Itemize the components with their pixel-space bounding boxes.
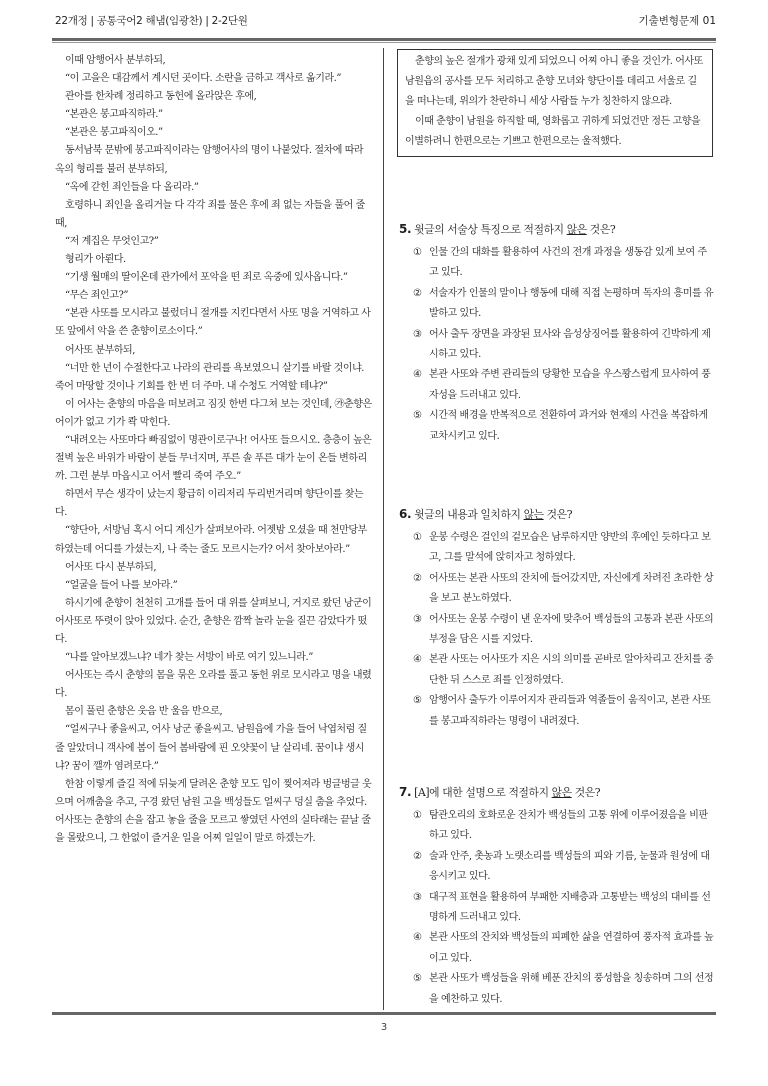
passage-paragraph: “기생 월매의 딸이온데 관가에서 포악을 떤 죄로 옥중에 있사옵니다.” bbox=[65, 272, 348, 284]
passage-paragraph: 동서남북 문밖에 봉고파직이라는 암행어사의 명이 나붙었다. 절차에 따라 옥의 형리를 불러 분부하되, bbox=[55, 145, 364, 175]
option-marker: ⑤ bbox=[413, 695, 422, 707]
option-marker: ④ bbox=[413, 369, 422, 381]
option-text: 술과 안주, 촛농과 노랫소리를 백성들의 피와 기름, 눈물과 원성에 대응시키고 있다. bbox=[429, 850, 710, 883]
option-text: 암행어사 출두가 이루어지자 관리들과 역졸들이 움직이고, 본관 사또를 봉고파직하라는 명령이 내려졌다. bbox=[429, 695, 711, 727]
passage-paragraph: “저 계집은 무엇인고?” bbox=[65, 235, 159, 247]
passage-paragraph: “내려오는 사또마다 빠짐없이 명관이로구나! 어사또 들으시오. 층층이 높은 절벽 높은 바위가 바람이 분들 무너지며, 푸른 솔 푸른 대가 눈이 온들 변하리까. 그런 분부 마옵시고 어서 빨리 죽여 주오.” bbox=[55, 434, 372, 483]
answer-option-1[interactable] bbox=[399, 528, 715, 569]
answer-option-2[interactable] bbox=[399, 847, 715, 888]
passage-continuation-box bbox=[397, 49, 713, 157]
passage-paragraph: “무슨 죄인고?” bbox=[65, 290, 129, 302]
option-marker: ① bbox=[413, 532, 422, 543]
question-stem-text-end: 것은? bbox=[586, 223, 616, 236]
answer-option-1[interactable] bbox=[399, 806, 715, 847]
passage-paragraph: 어사또는 즉시 춘향의 몸을 묶은 오라를 풀고 동헌 위로 모시라고 명을 내렸다. bbox=[55, 670, 372, 700]
question-stem bbox=[399, 505, 715, 524]
question-stem-emphasis: 않는 bbox=[523, 508, 544, 521]
answer-option-1[interactable] bbox=[399, 243, 715, 284]
option-marker: ② bbox=[413, 850, 422, 862]
answer-option-5[interactable] bbox=[399, 969, 715, 1010]
passage-paragraph: 하면서 무슨 생각이 났는지 황급히 이리저리 두리번거리며 향단이를 찾는다. bbox=[55, 489, 364, 519]
option-text: 대구적 표현을 활용하여 부패한 지배층과 고통받는 백성의 대비를 선명하게 드러내고 있다. bbox=[429, 891, 711, 924]
option-text: 서술자가 인물의 말이나 행동에 대해 직접 논평하며 독자의 흥미를 유발하고 있다. bbox=[429, 287, 714, 320]
header-section-title: 기출변형문제 01 bbox=[638, 15, 716, 27]
option-marker: ② bbox=[413, 572, 422, 584]
passage-paragraph: 이때 춘향이 남원을 하직할 때, 영화롭고 귀하게 되었건만 정든 고향을 이별하려니 한편으로는 기쁘고 한편으로는 울적했다. bbox=[405, 116, 701, 147]
option-text: 본관 사또와 주변 관리들의 당황한 모습을 우스꽝스럽게 묘사하여 풍자성을 드러내고 있다. bbox=[429, 369, 711, 401]
question-stem-text-end: 것은? bbox=[571, 786, 601, 799]
option-marker: ⑤ bbox=[413, 410, 422, 422]
option-marker: ① bbox=[413, 810, 422, 821]
passage-paragraph: 어사또 다시 분부하되, bbox=[65, 561, 157, 573]
question-stem-text: [A]에 대한 설명으로 적절하지 bbox=[414, 786, 552, 799]
option-marker: ③ bbox=[413, 613, 422, 625]
option-marker: ② bbox=[413, 287, 422, 299]
question-number: 7. bbox=[399, 785, 412, 799]
passage-paragraph: 하시기에 춘향이 천천히 고개를 들어 대 위를 살펴보니, 거지로 왔던 낭군이 어사또로 뚜렷이 앉아 있었다. 순간, 춘향은 깜짝 놀라 눈을 질끈 감았다가 떴다. bbox=[55, 597, 372, 645]
question-stem-emphasis: 않은 bbox=[551, 786, 572, 799]
answer-option-4[interactable] bbox=[399, 650, 715, 691]
option-text: 어사또는 본관 사또의 잔치에 들어갔지만, 자신에게 차려진 초라한 상을 보고 분노하였다. bbox=[429, 572, 714, 605]
passage-paragraph: “얼굴을 들어 나를 보아라.” bbox=[65, 579, 178, 591]
passage-left-column bbox=[55, 52, 373, 848]
header-rule-thin bbox=[52, 42, 716, 43]
answer-option-3[interactable] bbox=[399, 888, 715, 929]
option-text: 시간적 배경을 반복적으로 전환하여 과거와 현재의 사건을 복잡하게 교차시키고 있다. bbox=[429, 410, 708, 442]
question-stem-text-end: 것은? bbox=[543, 508, 573, 521]
answer-option-2[interactable] bbox=[399, 284, 715, 325]
option-text: 본관 사또의 잔치와 백성들의 피폐한 삶을 연결하여 풍자적 효과를 높이고 있다. bbox=[429, 932, 714, 964]
question-stem-text: 윗글의 서술상 특징으로 적절하지 bbox=[414, 223, 567, 236]
passage-paragraph: “이 고을은 대감께서 계시던 곳이다. 소란을 금하고 객사로 옮기라.” bbox=[65, 73, 342, 85]
passage-paragraph: 이때 암행어사 분부하되, bbox=[65, 55, 166, 66]
option-marker: ③ bbox=[413, 328, 422, 340]
answer-option-4[interactable] bbox=[399, 928, 715, 969]
question-5 bbox=[399, 220, 715, 447]
option-text: 인물 간의 대화를 활용하여 사건의 전개 과정을 생동감 있게 보여 주고 있다. bbox=[429, 247, 707, 279]
header-rule bbox=[52, 38, 716, 41]
option-text: 탐관오리의 호화로운 잔치가 백성들의 고통 위에 이루어졌음을 비판하고 있다. bbox=[429, 810, 708, 842]
question-number: 6. bbox=[399, 507, 412, 521]
header-course-info: 22개정 | 공통국어2 해냄(임광찬) | 2-2단원 bbox=[55, 15, 248, 27]
passage-paragraph: 호령하니 죄인을 올리거늘 다 각각 죄를 물은 후에 죄 없는 자들을 풀어 줄 때, bbox=[55, 199, 365, 229]
option-marker: ④ bbox=[413, 932, 422, 944]
answer-option-2[interactable] bbox=[399, 569, 715, 610]
option-text: 어사 출두 장면을 과장된 묘사와 음성상징어를 활용하여 긴박하게 제시하고 있다. bbox=[429, 328, 711, 361]
passage-paragraph: “향단아, 서방님 혹시 어디 계신가 살펴보아라. 어젯밤 오셨을 때 천만당부하였는데 어디를 가셨는지, 나 죽는 줄도 모르시는가? 어서 찾아보아라.” bbox=[55, 525, 367, 555]
passage-paragraph: 한참 이렇게 즐길 적에 뒤늦게 달려온 춘향 모도 입이 찢어져라 벙글벙글 웃으며 어깨춤을 추고, 구경 왔던 남원 고을 백성들도 얼씨구 덩실 춤을 추었다. 어사또는 춘향의 손을 잡고 놓을 줄을 모르고 쌓였던 사연의 실타래는 끝날 줄을 몰랐으니, 그 한없이 즐거운 일을 어찌 일일이 말로 하겠는가. bbox=[55, 778, 372, 845]
question-stem bbox=[399, 783, 715, 802]
question-stem-text: 윗글의 내용과 일치하지 bbox=[414, 508, 524, 521]
passage-paragraph: “본관 사또를 모시라고 불렀더니 절개를 지킨다면서 사또 명을 거역하고 사또 앞에서 악을 쓴 춘향이로소이다.” bbox=[55, 308, 371, 338]
page-number: 3 bbox=[380, 1022, 388, 1033]
passage-paragraph: 몸이 풀린 춘향은 웃음 반 울음 반으로, bbox=[65, 706, 223, 718]
option-marker: ① bbox=[413, 247, 422, 258]
column-divider bbox=[383, 48, 384, 1010]
option-text: 본관 사또는 어사또가 지은 시의 의미를 곧바로 알아차리고 잔치를 중단한 뒤 스스로 죄를 인정하였다. bbox=[429, 654, 714, 686]
option-text: 운봉 수령은 걸인의 겉모습은 남루하지만 양반의 후예인 듯하다고 보고, 그를 말석에 앉히자고 청하였다. bbox=[429, 532, 711, 564]
option-text: 본관 사또가 백성들을 위해 베푼 잔치의 풍성함을 칭송하며 그의 선정을 예찬하고 있다. bbox=[429, 973, 714, 1005]
answer-option-5[interactable] bbox=[399, 406, 715, 447]
question-6 bbox=[399, 505, 715, 732]
question-7 bbox=[399, 783, 715, 1010]
passage-paragraph: 형리가 아뢴다. bbox=[65, 254, 126, 266]
question-stem-emphasis: 않은 bbox=[566, 223, 587, 236]
passage-paragraph: “본관은 봉고파직하라.” bbox=[65, 109, 163, 121]
answer-option-3[interactable] bbox=[399, 610, 715, 651]
passage-paragraph: “너만 한 년이 수절한다고 나라의 관리를 욕보였으니 살기를 바랄 것이냐. 죽어 마땅할 것이나 기회를 한 번 더 주마. 내 수청도 거역할 테냐?” bbox=[55, 362, 365, 392]
option-marker: ③ bbox=[413, 891, 422, 903]
passage-paragraph: 이 어사는 춘향의 마음을 떠보려고 짐짓 한번 다그쳐 보는 것인데, ㉮춘향은 어이가 없고 기가 콱 막힌다. bbox=[55, 398, 372, 428]
passage-paragraph: 관아를 한차례 정리하고 동헌에 올라앉은 후에, bbox=[65, 91, 257, 103]
answer-option-5[interactable] bbox=[399, 691, 715, 732]
passage-paragraph: 춘향의 높은 절개가 광채 있게 되었으니 어찌 아니 좋을 것인가. 어사또 남원읍의 공사를 모두 처리하고 춘향 모녀와 향단이를 데리고 서울로 길을 떠나는데, 위의가 찬란하니 세상 사람들 누가 칭찬하지 않으랴. bbox=[405, 56, 703, 107]
option-marker: ⑤ bbox=[413, 973, 422, 985]
passage-paragraph: “얼씨구나 좋을씨고, 어사 낭군 좋을씨고. 남원읍에 가을 들어 낙엽처럼 질 줄 알았더니 객사에 봄이 들어 봄바람에 핀 오얏꽃이 날 살리네. 꿈이냐 생시냐? 꿈이 깰까 염려로다.” bbox=[55, 724, 367, 772]
answer-option-3[interactable] bbox=[399, 325, 715, 366]
question-number: 5. bbox=[399, 222, 412, 236]
question-stem bbox=[399, 220, 715, 239]
passage-paragraph: “나를 알아보겠느냐? 네가 찾는 서방이 바로 여기 있느니라.” bbox=[65, 652, 313, 664]
option-marker: ④ bbox=[413, 654, 422, 666]
passage-paragraph: “본관은 봉고파직이오.” bbox=[65, 127, 163, 139]
passage-paragraph: 어사또 분부하되, bbox=[65, 344, 135, 356]
option-text: 어사또는 운봉 수령이 낸 운자에 맞추어 백성들의 고통과 본관 사또의 부정을 담은 시를 지었다. bbox=[429, 613, 714, 646]
answer-option-4[interactable] bbox=[399, 365, 715, 406]
passage-paragraph: “옥에 갇힌 죄인들을 다 올리라.” bbox=[65, 181, 199, 193]
footer-rule bbox=[52, 1012, 716, 1015]
